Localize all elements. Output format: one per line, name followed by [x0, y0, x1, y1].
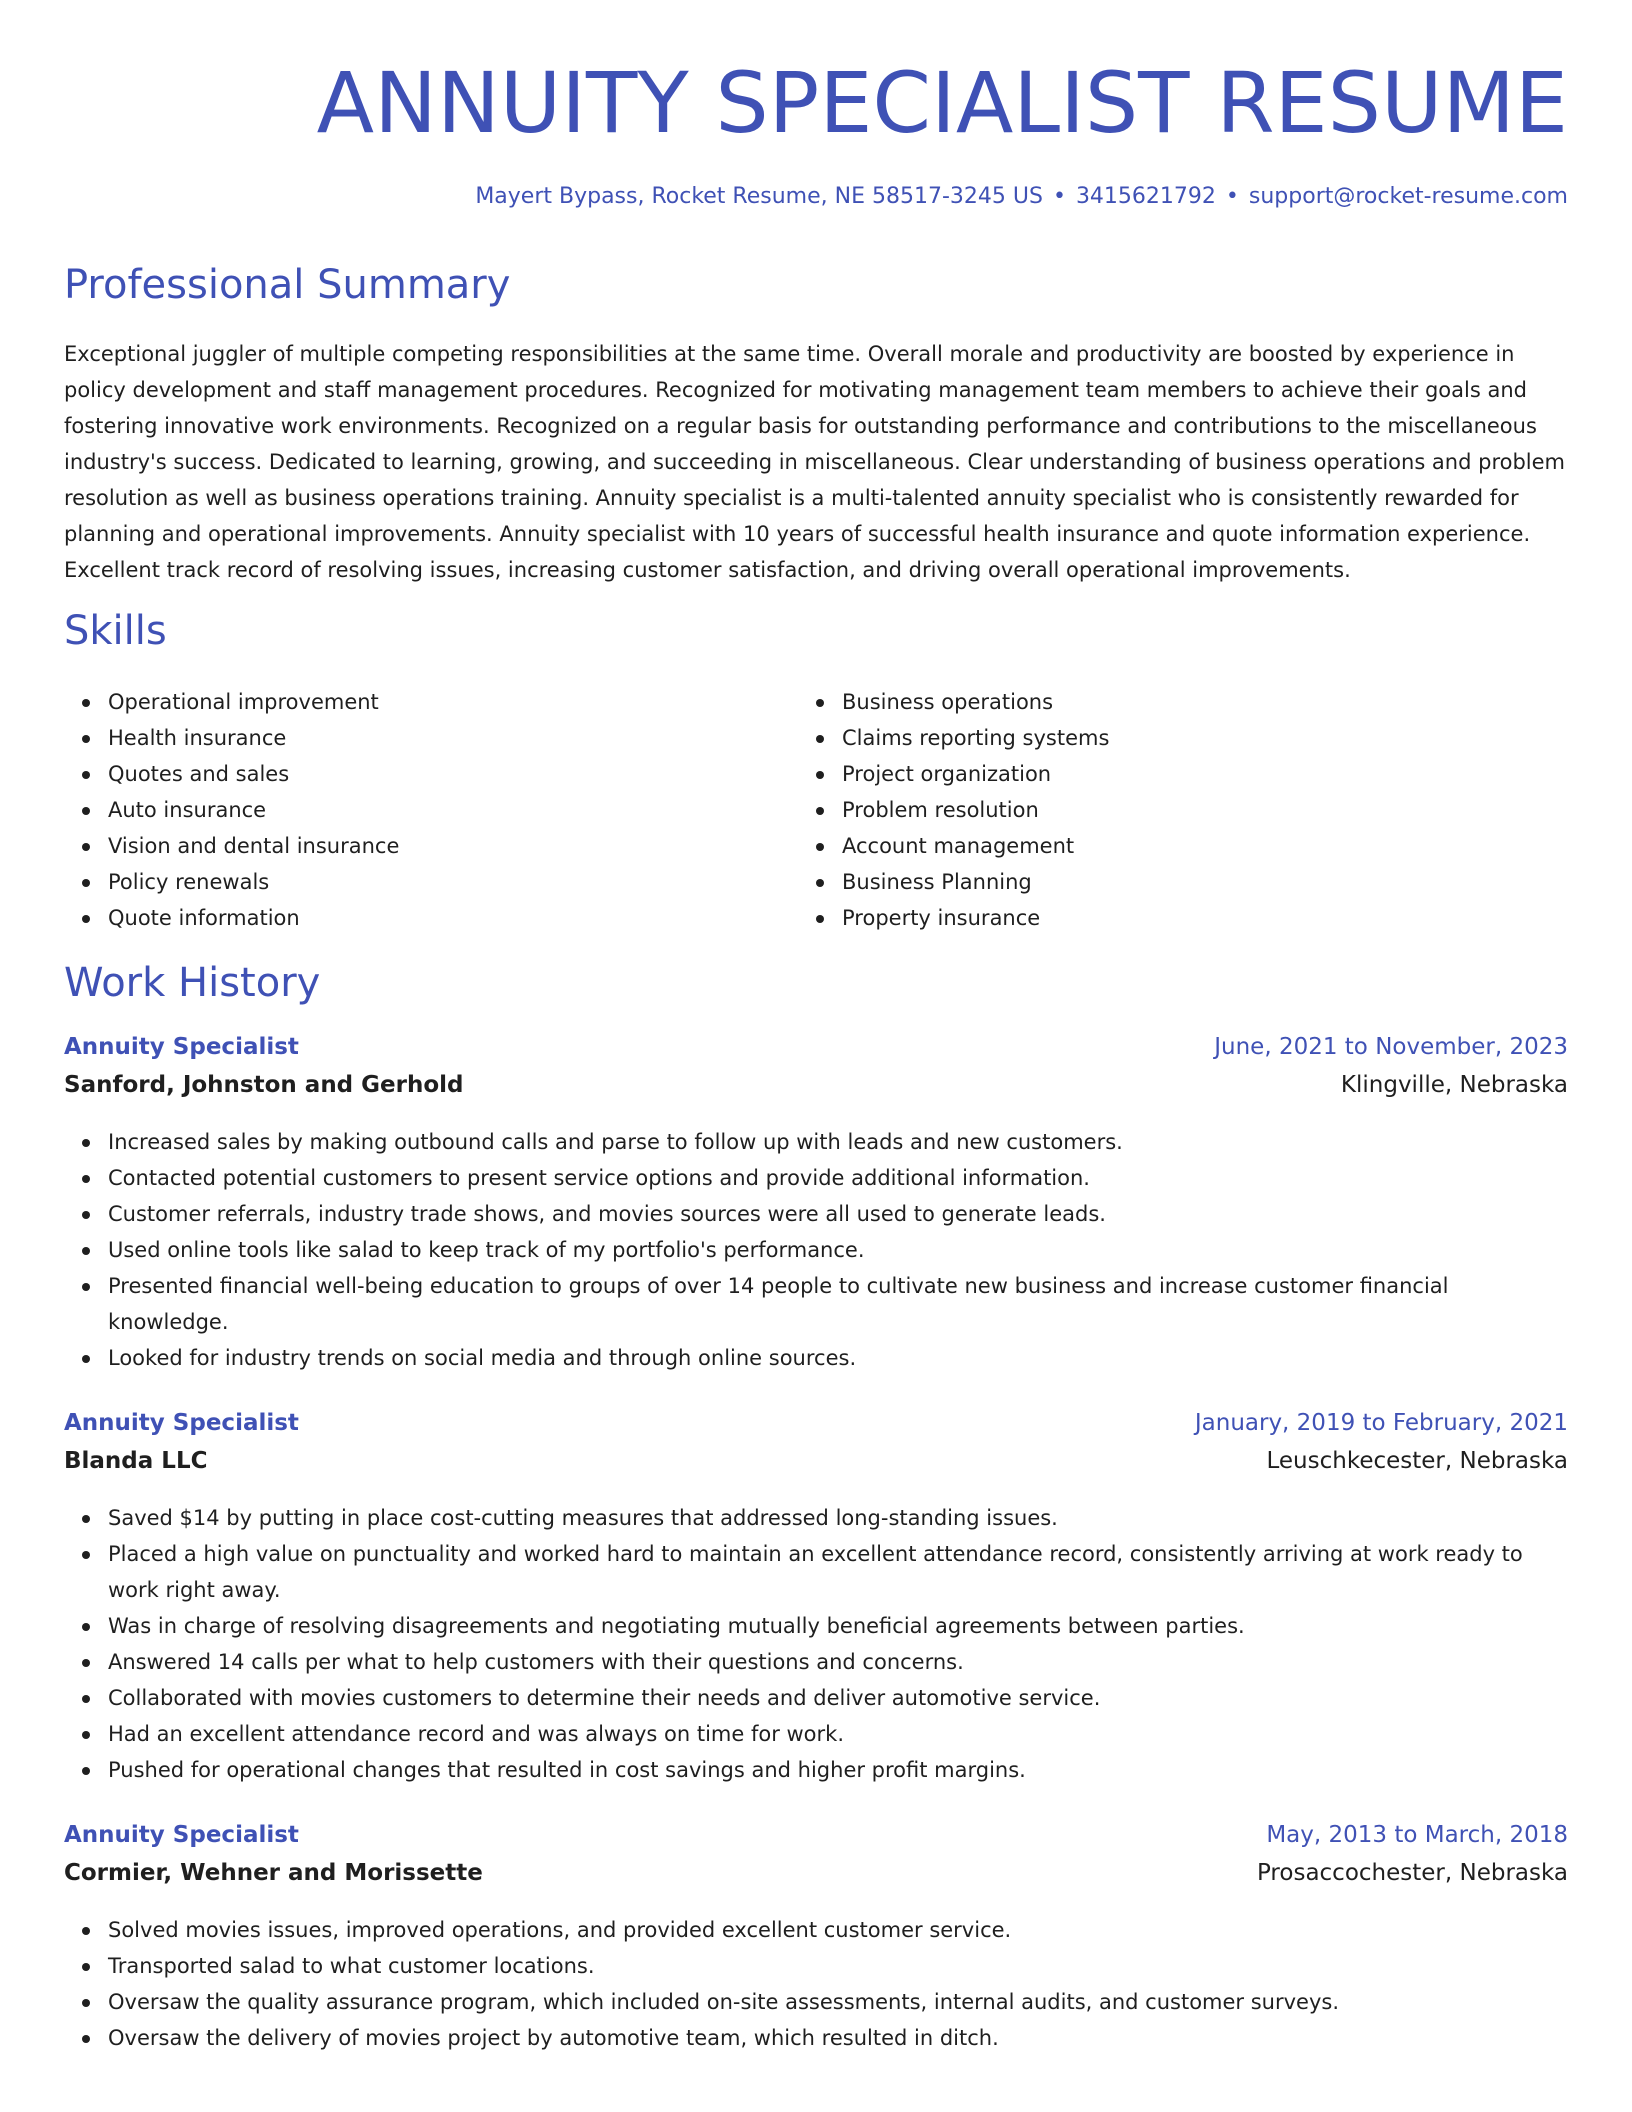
job-dates: January, 2019 to February, 2021: [1194, 1410, 1568, 1436]
job-bullet: Oversaw the delivery of movies project by automotive team, which resulted in ditch.: [64, 2020, 1568, 2056]
job-location: Prosaccochester, Nebraska: [1256, 1860, 1568, 1886]
job-company-row: [64, 1448, 1568, 1486]
job-location: Klingville, Nebraska: [1340, 1072, 1568, 1098]
summary-heading: Professional Summary: [64, 262, 511, 308]
job-dates: May, 2013 to March, 2018: [1266, 1822, 1568, 1848]
skill-item: Business Planning: [798, 864, 1498, 900]
skills-heading: Skills: [64, 608, 167, 654]
contact-address: Mayert Bypass, Rocket Resume, NE 58517-3245 US: [475, 184, 1043, 209]
job-bullet: Used online tools like salad to keep track of my portfolio's performance.: [64, 1232, 1568, 1268]
contact-email[interactable]: support@rocket-resume.com: [1248, 184, 1568, 209]
skill-item: Operational improvement: [64, 684, 764, 720]
contact-line: [475, 178, 1568, 216]
skill-item: Property insurance: [798, 900, 1498, 936]
job-bullet: Oversaw the quality assurance program, which included on-site assessments, internal audits, and customer surveys.: [64, 1984, 1568, 2020]
skill-item: Quotes and sales: [64, 756, 764, 792]
skills-list-left: [64, 684, 764, 936]
job-entry: [64, 1410, 1568, 1788]
job-location: Leuschkecester, Nebraska: [1266, 1448, 1568, 1474]
job-bullet: Placed a high value on punctuality and worked hard to maintain an excellent attendance record, consistently arriving at work ready to work right away.: [64, 1536, 1568, 1608]
job-title: Annuity Specialist: [64, 1410, 299, 1436]
job-bullets: [64, 1912, 1568, 2056]
skill-item: Project organization: [798, 756, 1498, 792]
job-bullet: Customer referrals, industry trade shows, and movies sources were all used to generate leads.: [64, 1196, 1568, 1232]
skill-item: Health insurance: [64, 720, 764, 756]
job-company-row: [64, 1072, 1568, 1110]
skill-item: Quote information: [64, 900, 764, 936]
job-company: Blanda LLC: [64, 1448, 208, 1474]
job-bullet: Looked for industry trends on social media and through online sources.: [64, 1340, 1568, 1376]
job-title: Annuity Specialist: [64, 1034, 299, 1060]
skill-item: Policy renewals: [64, 864, 764, 900]
job-company-row: [64, 1860, 1568, 1898]
contact-phone: 3415621792: [1075, 184, 1216, 209]
job-header-row: [64, 1410, 1568, 1448]
job-company: Sanford, Johnston and Gerhold: [64, 1072, 464, 1098]
job-bullet: Pushed for operational changes that resulted in cost savings and higher profit margins.: [64, 1752, 1568, 1788]
job-bullet: Collaborated with movies customers to determine their needs and deliver automotive service.: [64, 1680, 1568, 1716]
job-title: Annuity Specialist: [64, 1822, 299, 1848]
job-bullet: Was in charge of resolving disagreements and negotiating mutually beneficial agreements between parties.: [64, 1608, 1568, 1644]
resume-title: ANNUITY SPECIALIST RESUME: [316, 54, 1568, 152]
job-bullet: Increased sales by making outbound calls and parse to follow up with leads and new customers.: [64, 1124, 1568, 1160]
job-bullets: [64, 1124, 1568, 1376]
job-company: Cormier, Wehner and Morissette: [64, 1860, 483, 1886]
job-bullets: [64, 1500, 1568, 1788]
skill-item: Vision and dental insurance: [64, 828, 764, 864]
skill-item: Auto insurance: [64, 792, 764, 828]
skill-item: Claims reporting systems: [798, 720, 1498, 756]
skill-item: Account management: [798, 828, 1498, 864]
contact-separator: •: [1225, 184, 1239, 209]
job-bullet: Presented financial well-being education to groups of over 14 people to cultivate new business and increase customer financial knowledge.: [64, 1268, 1568, 1340]
job-bullet: Transported salad to what customer locations.: [64, 1948, 1568, 1984]
job-bullet: Contacted potential customers to present service options and provide additional information.: [64, 1160, 1568, 1196]
job-entry: [64, 1822, 1568, 2056]
job-header-row: [64, 1822, 1568, 1860]
work-history-heading: Work History: [64, 960, 321, 1006]
summary-text: Exceptional juggler of multiple competing responsibilities at the same time. Overall morale and productivity are boosted by experience in policy development and staff management procedures. Recognized for motivating management team members to achieve their goals and fostering innovative work environments. Recognized on a regular basis for outstanding performance and contributions to the miscellaneous industry's success. Dedicated to learning, growing, and succeeding in miscellaneous. Clear understanding of business operations and problem resolution as well as business operations training. Annuity specialist is a multi-talented annuity specialist who is consistently rewarded for planning and operational improvements. Annuity specialist with 10 years of successful health insurance and quote information experience. Excellent track record of resolving issues, increasing customer satisfaction, and driving overall operational improvements.: [64, 342, 1566, 582]
skill-item: Business operations: [798, 684, 1498, 720]
job-entry: [64, 1034, 1568, 1376]
skill-item: Problem resolution: [798, 792, 1498, 828]
job-bullet: Answered 14 calls per what to help customers with their questions and concerns.: [64, 1644, 1568, 1680]
job-bullet: Saved $14 by putting in place cost-cutting measures that addressed long-standing issues.: [64, 1500, 1568, 1536]
job-bullet: Had an excellent attendance record and was always on time for work.: [64, 1716, 1568, 1752]
job-bullet: Solved movies issues, improved operations, and provided excellent customer service.: [64, 1912, 1568, 1948]
skills-list-right: [798, 684, 1498, 936]
contact-separator: •: [1052, 184, 1066, 209]
job-dates: June, 2021 to November, 2023: [1214, 1034, 1568, 1060]
job-header-row: [64, 1034, 1568, 1072]
